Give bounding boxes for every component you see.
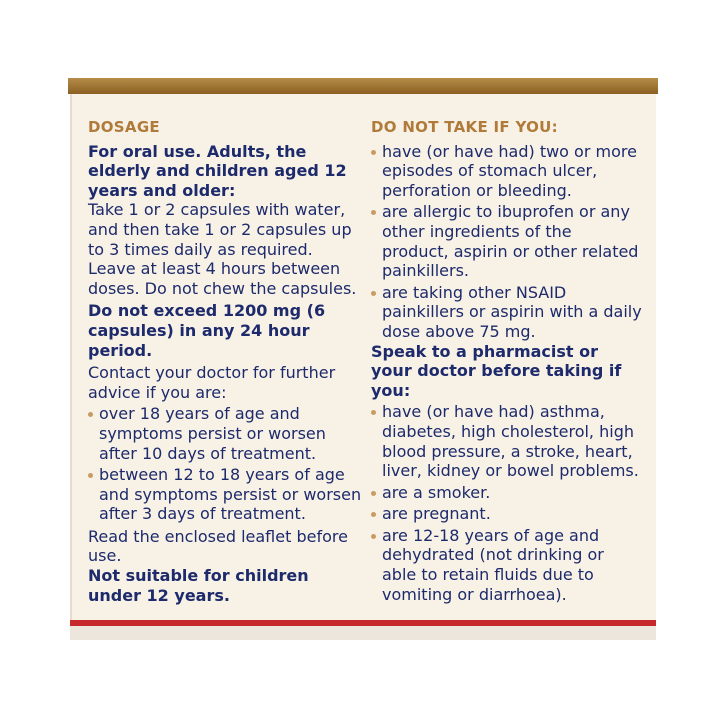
dosage-intro: For oral use. Adults, the elderly and children aged 12 years and older: [88, 141, 347, 200]
dosage-heading: DOSAGE [88, 118, 160, 136]
do-not-take-heading: DO NOT TAKE IF YOU: [371, 118, 558, 136]
do-not-take-list [371, 142, 643, 342]
bullet-icon [371, 291, 376, 296]
bullet-icon [371, 150, 376, 155]
list-item: are a smoker. [371, 483, 643, 503]
list-item: between 12 to 18 years of age and symptoms persist or worsen after 3 days of treatment. [88, 465, 363, 524]
list-item: are 12-18 years of age and dehydrated (not drinking or able to retain fluids due to vomiting or diarrhoea). [371, 526, 643, 604]
dosage-max: Do not exceed 1200 mg (6 capsules) in any 24 hour period. [88, 301, 326, 360]
box-bottom-flap [70, 626, 656, 640]
bullet-icon [371, 210, 376, 215]
bullet-icon [88, 412, 93, 417]
bullet-icon [371, 512, 376, 517]
dosage-not-suitable: Not suitable for children under 12 years. [88, 566, 309, 605]
do-not-take-section [371, 118, 643, 604]
dosage-leaflet: Read the enclosed leaflet before use. [88, 526, 348, 566]
dosage-bullet-list [88, 404, 363, 524]
list-item: are taking other NSAID painkillers or aspirin with a daily dose above 75 mg. [371, 283, 643, 342]
bullet-icon [88, 473, 93, 478]
dosage-section [88, 118, 363, 605]
bullet-icon [371, 410, 376, 415]
bullet-icon [371, 491, 376, 496]
list-item: over 18 years of age and symptoms persist or worsen after 10 days of treatment. [88, 404, 363, 463]
list-item: are pregnant. [371, 504, 643, 524]
dosage-instructions-2: Leave at least 4 hours between doses. Do not chew the capsules. [88, 259, 357, 298]
list-item: have (or have had) two or more episodes of stomach ulcer, perforation or bleeding. [371, 142, 643, 201]
speak-to-pharmacist: Speak to a pharmacist or your doctor before taking if you: [371, 341, 622, 400]
speak-list [371, 402, 643, 604]
box-top-flap [68, 78, 658, 94]
list-item: are allergic to ibuprofen or any other ingredients of the product, aspirin or other related painkillers. [371, 202, 643, 280]
dosage-instructions-1: Take 1 or 2 capsules with water, and then take 1 or 2 capsules up to 3 times daily as required. [88, 200, 352, 259]
bullet-icon [371, 534, 376, 539]
dosage-contact: Contact your doctor for further advice if you are: [88, 363, 336, 402]
list-item: have (or have had) asthma, diabetes, high cholesterol, high blood pressure, a stroke, heart, liver, kidney or bowel problems. [371, 402, 643, 480]
